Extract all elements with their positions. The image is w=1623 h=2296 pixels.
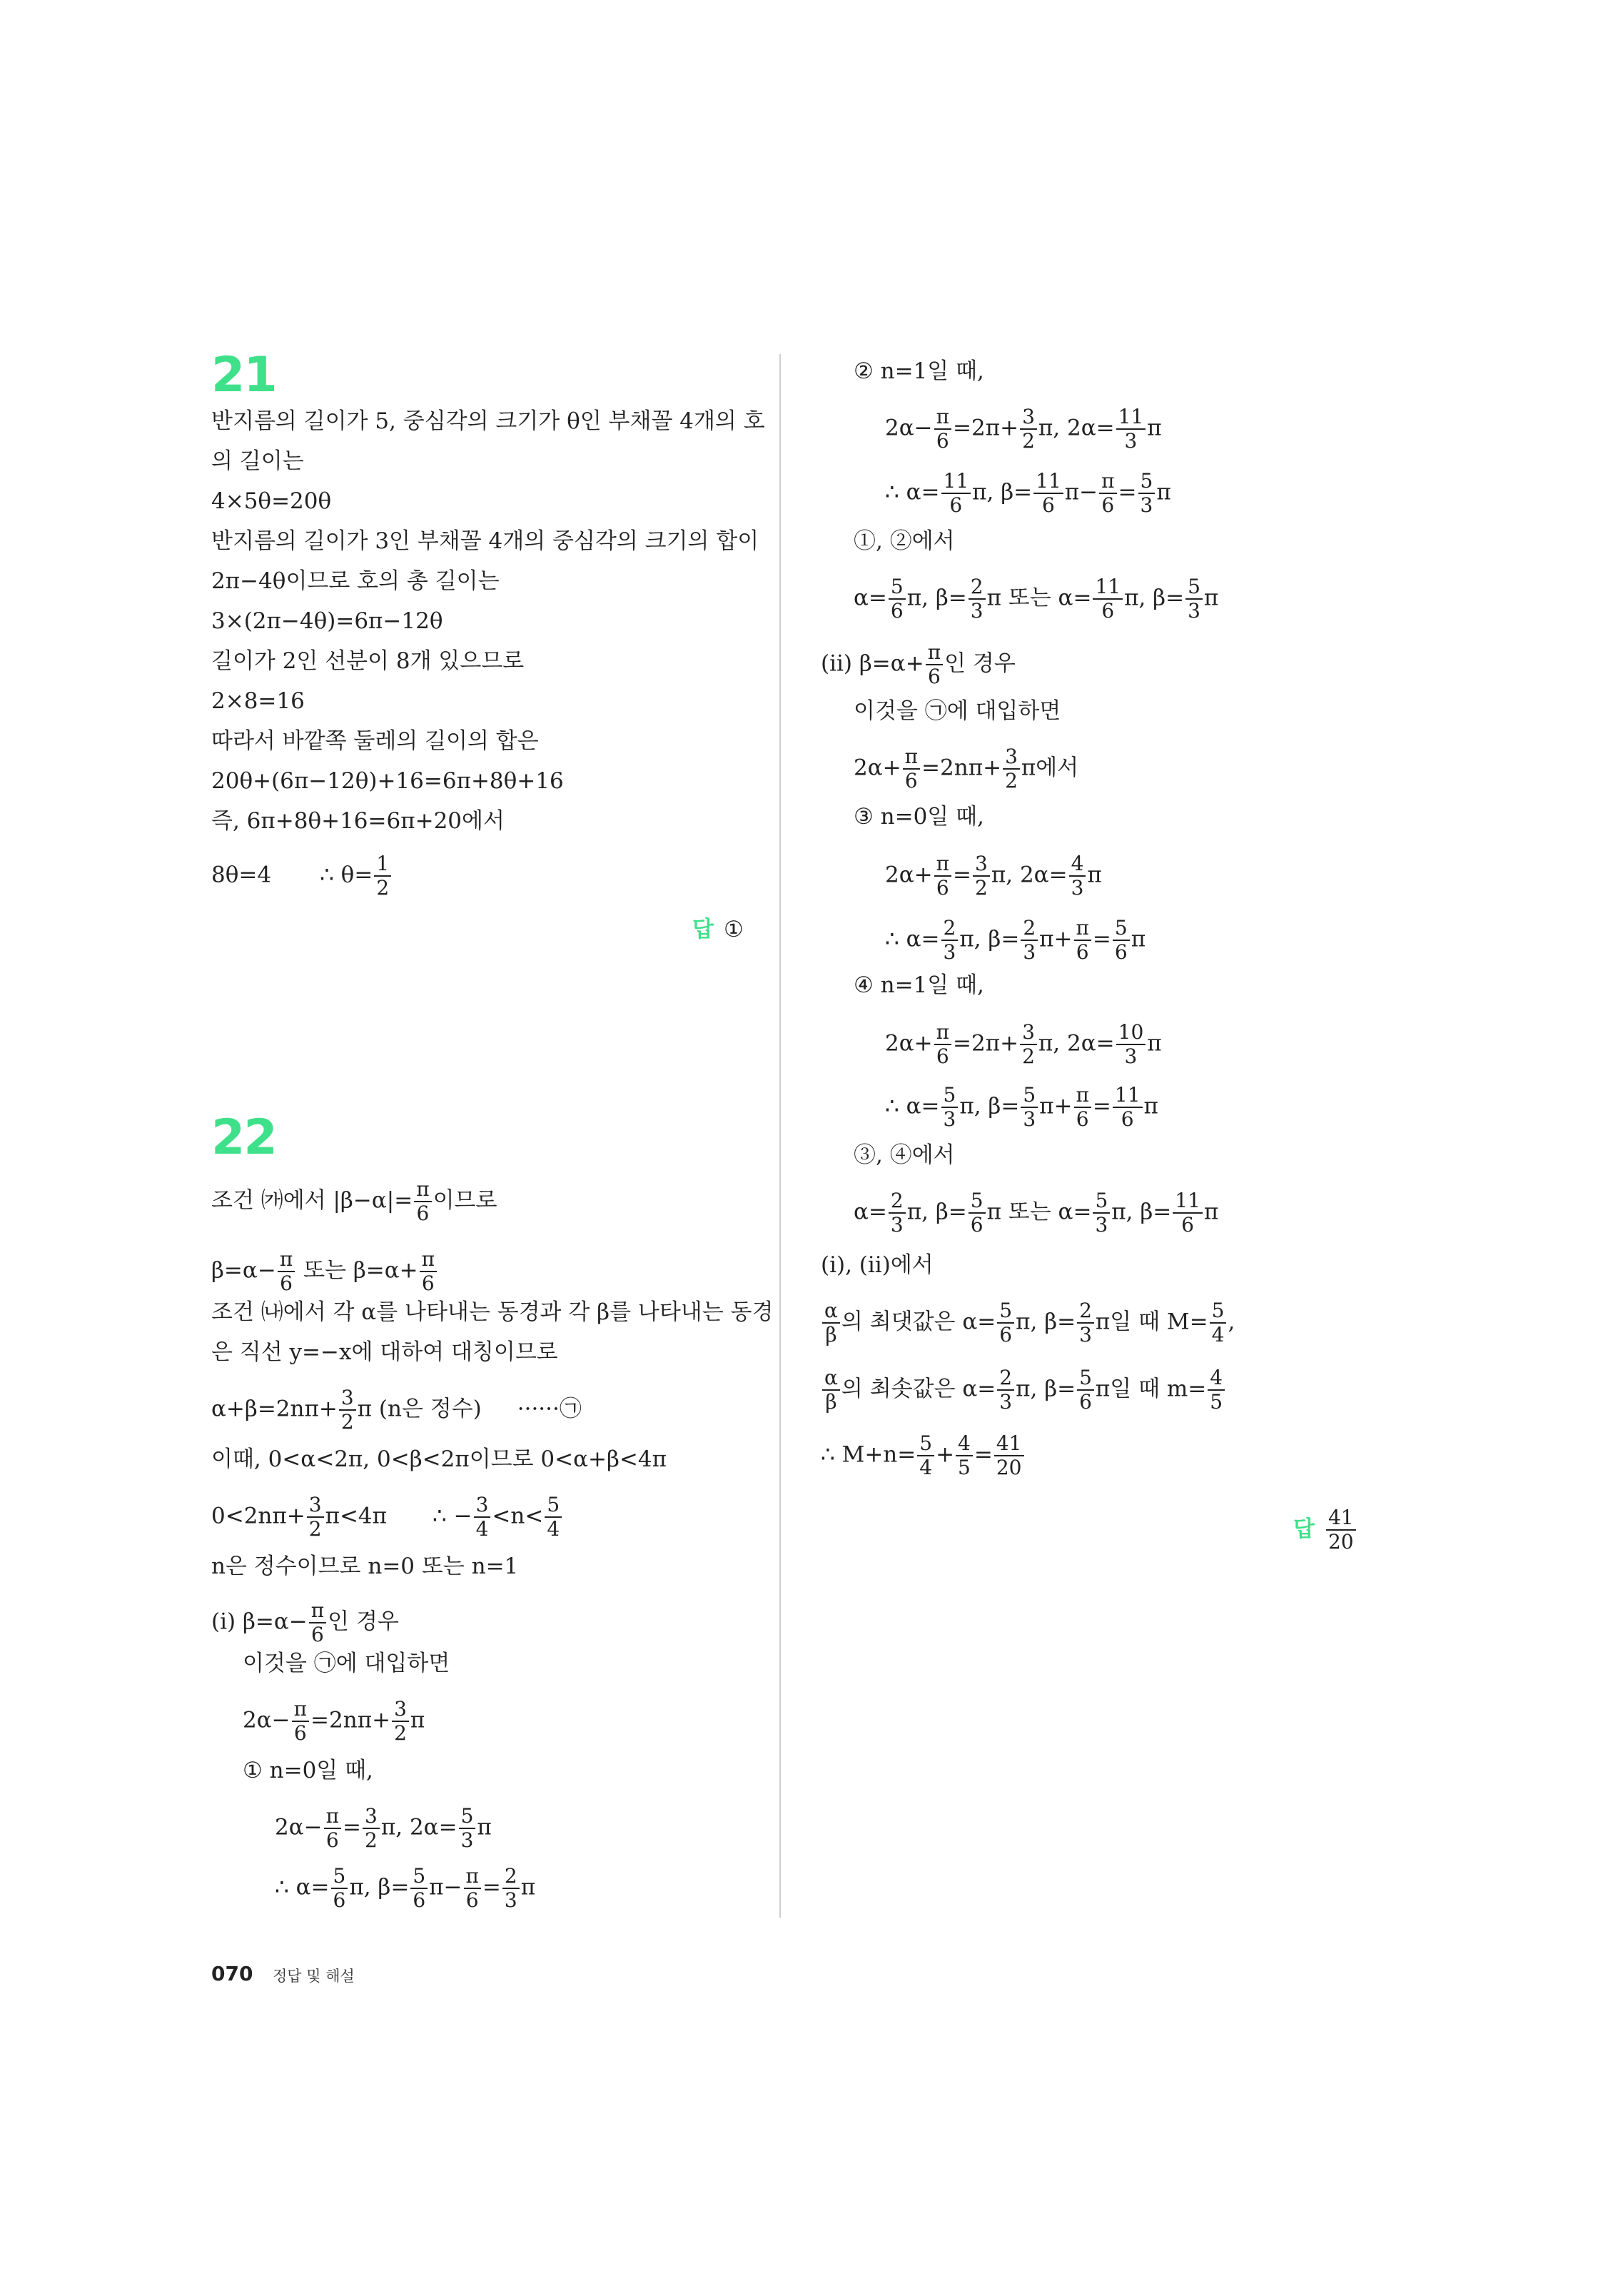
fraction: $\frac{10}{3}$ [1116,1022,1146,1067]
fraction: $\frac{\pi}{6}$ [309,1601,326,1645]
p22-line: ∴ α= $\frac{5}{6}$ π, β= $\frac{5}{6}$ π− $\frac{\pi}{6}$ = $\frac{2}{3}$ π [275,1864,536,1912]
fraction: $\frac{\pi}{6}$ [292,1699,309,1743]
fraction: $\frac{2}{3}$ [889,1191,906,1235]
fraction: $\frac{3}{2}$ [1020,407,1037,451]
fraction: $\frac{5}{6}$ [1077,1368,1094,1412]
p22-answer [1293,1508,1357,1552]
fraction: $\frac{5}{4}$ [545,1495,562,1539]
fraction: $\frac{\pi}{6}$ [324,1806,341,1851]
p22-line: ∴ α= $\frac{11}{6}$ π, β= $\frac{11}{6}$ π− $\frac{\pi}{6}$ = $\frac{5}{3}$ π [885,469,1171,517]
fraction: $\frac{5}{3}$ [1185,577,1203,621]
fraction: $\frac{5}{3}$ [1093,1191,1110,1235]
fraction: $\frac{4}{3}$ [1069,854,1086,898]
answer-label: 답 [1293,1516,1315,1542]
p21-line: 즉, 6π+8θ+16=6π+20에서 [211,808,505,834]
fraction: $\frac{5}{6}$ [889,577,906,621]
fraction: $\frac{5}{6}$ [331,1866,348,1910]
fraction: $\frac{\pi}{6}$ [934,854,951,898]
fraction: $\frac{\pi}{6}$ [934,1022,951,1067]
answer-label: 답 [692,917,714,942]
fraction: $\frac{\alpha}{\beta}$ [822,1368,840,1412]
fraction: $\frac{5}{4}$ [917,1434,934,1478]
fraction: $\frac{3}{2}$ [363,1806,380,1851]
fraction: $\frac{\pi}{6}$ [926,643,943,687]
p22-line: 이것을 ㉠에 대입하면 [243,1651,450,1676]
p22-line: α+β=2nπ+ $\frac{3}{2}$ π (n은 정수) ······㉠ [211,1386,582,1434]
fraction: $\frac{2}{3}$ [1077,1301,1094,1345]
fraction: $\frac{5}{3}$ [1021,1085,1038,1129]
p22-line: ③ n=0일 때, [854,804,984,830]
fraction: $\frac{2}{3}$ [997,1368,1014,1412]
p22-line: 2α+ $\frac{\pi}{6}$ = $\frac{3}{2}$ π, 2α= $\frac{4}{3}$ π [885,852,1102,900]
fraction: $\frac{4}{5}$ [1208,1368,1225,1412]
problem-number-22: 22 [211,1109,276,1166]
fraction: $\frac{2}{3}$ [1021,918,1038,962]
p21-line: 8θ=4 ∴ θ= $\frac{1}{2}$ [211,854,393,898]
p22-line: (ⅱ) β=α+ $\frac{\pi}{6}$ 인 경우 [821,640,1016,688]
fraction: $\frac{11}{3}$ [1116,407,1146,451]
p22-line: 2α− $\frac{\pi}{6}$ = $\frac{3}{2}$ π, 2α= $\frac{5}{3}$ π [275,1804,492,1852]
p22-line: ∴ α= $\frac{2}{3}$ π, β= $\frac{2}{3}$ π+ $\frac{\pi}{6}$ = $\frac{5}{6}$ π [885,916,1146,964]
p22-line: α= $\frac{5}{6}$ π, β= $\frac{2}{3}$ π 또는 α= $\frac{11}{6}$ π, β= $\frac{5}{3}$ π [854,575,1219,623]
p22-line: 은 직선 y=−x에 대하여 대칭이므로 [211,1339,558,1365]
fraction: $\frac{5}{3}$ [459,1806,476,1851]
fraction: $\frac{1}{2}$ [374,854,391,898]
p22-line: 2α+ $\frac{\pi}{6}$ =2π+ $\frac{3}{2}$ π, 2α= $\frac{10}{3}$ π [885,1020,1162,1068]
fraction: $\frac{5}{6}$ [410,1866,428,1910]
fraction: $\frac{5}{3}$ [1138,471,1156,515]
fraction: $\frac{\alpha}{\beta}$ [822,1301,840,1345]
p22-line: ∴ M+n= $\frac{5}{4}$ + $\frac{4}{5}$ = $\frac{41}{20}$ [821,1434,1026,1478]
p22-line: 2α− $\frac{\pi}{6}$ =2π+ $\frac{3}{2}$ π, 2α= $\frac{11}{3}$ π [885,405,1162,453]
fraction: $\frac{41}{20}$ [994,1434,1024,1478]
fraction: $\frac{3}{2}$ [339,1388,356,1432]
fraction: $\frac{3}{2}$ [1003,747,1020,791]
fraction: $\frac{11}{6}$ [941,471,971,515]
fraction: $\frac{\pi}{6}$ [420,1249,437,1294]
fraction: $\frac{5}{6}$ [997,1301,1014,1345]
p22-line: ② n=1일 때, [854,358,984,384]
p22-line: 조건 ㈎에서 |β−α|= $\frac{\pi}{6}$ 이므로 [211,1177,497,1225]
footer-label: 정답 및 해설 [273,1968,355,1985]
p21-line: 따라서 바깥쪽 둘레의 길이의 합은 [211,728,539,754]
fraction: $\frac{3}{2}$ [392,1699,409,1743]
p21-line: 2π−4θ이므로 호의 총 길이는 [211,568,500,594]
p22-line: 이때, 0<α<2π, 0<β<2π이므로 0<α+β<4π [211,1446,667,1472]
p22-line: $\frac{\alpha}{\beta}$ 의 최댓값은 α= $\frac{5}{6}$ π, β= $\frac{2}{3}$ π일 때 M= $\frac{5}{4}$ , [821,1301,1235,1345]
page-number: 070 [211,1962,253,1985]
fraction: $\frac{\pi}{6}$ [1074,1085,1091,1129]
p21-line: 의 길이는 [211,448,304,474]
p22-line: $\frac{\alpha}{\beta}$ 의 최솟값은 α= $\frac{2}{3}$ π, β= $\frac{5}{6}$ π일 때 m= $\frac{4}{5}$ [821,1368,1226,1412]
answer-value: $\frac{41}{20}$ [1326,1508,1356,1552]
p22-line: β=α− $\frac{\pi}{6}$ 또는 β=α+ $\frac{\pi}{6}$ [211,1249,438,1294]
p22-line: n은 정수이므로 n=0 또는 n=1 [211,1554,519,1579]
fraction: $\frac{2}{3}$ [941,918,959,962]
p21-line: 3×(2π−4θ)=6π−12θ [211,608,443,634]
p22-line: 2α− $\frac{\pi}{6}$ =2nπ+ $\frac{3}{2}$ π [243,1697,425,1745]
p22-line: ① n=0일 때, [243,1758,373,1783]
p22-line: ∴ α= $\frac{5}{3}$ π, β= $\frac{5}{3}$ π+ $\frac{\pi}{6}$ = $\frac{11}{6}$ π [885,1083,1158,1131]
p21-line: 길이가 2인 선분이 8개 있으므로 [211,648,525,674]
p22-line: (ⅰ), (ⅱ)에서 [821,1252,934,1278]
p22-line: 2α+ $\frac{\pi}{6}$ =2nπ+ $\frac{3}{2}$ π에서 [854,745,1079,792]
fraction: $\frac{2}{3}$ [969,577,986,621]
fraction: $\frac{5}{6}$ [969,1191,986,1235]
fraction: $\frac{4}{5}$ [956,1434,973,1478]
fraction: $\frac{\pi}{6}$ [414,1179,431,1224]
fraction: $\frac{\pi}{6}$ [934,407,951,451]
p22-line: ①, ②에서 [854,528,955,554]
column-divider [779,354,781,1918]
fraction: $\frac{3}{2}$ [973,854,990,898]
p22-line: α= $\frac{2}{3}$ π, β= $\frac{5}{6}$ π 또는 α= $\frac{5}{3}$ π, β= $\frac{11}{6}$ π [854,1189,1219,1237]
fraction: $\frac{11}{6}$ [1173,1191,1203,1235]
p21-answer [692,915,744,944]
answer-value: ① [723,917,744,942]
p22-line: 0<2nπ+ $\frac{3}{2}$ π<4π ∴ − $\frac{3}{4}$ <n< $\frac{5}{4}$ [211,1495,563,1539]
p21-line: 반지름의 길이가 5, 중심각의 크기가 θ인 부채꼴 4개의 호 [211,408,765,434]
p22-line: 이것을 ㉠에 대입하면 [854,698,1061,724]
fraction: $\frac{3}{4}$ [474,1495,491,1539]
p21-line: 2×8=16 [211,688,305,714]
fraction: $\frac{11}{6}$ [1033,471,1063,515]
fraction: $\frac{\pi}{6}$ [278,1249,295,1294]
fraction: $\frac{\pi}{6}$ [1074,918,1091,962]
fraction: $\frac{\pi}{6}$ [1099,471,1116,515]
p21-line: 20θ+(6π−12θ)+16=6π+8θ+16 [211,768,564,794]
p22-line: ④ n=1일 때, [854,972,984,998]
p21-line: 반지름의 길이가 3인 부채꼴 4개의 중심각의 크기의 합이 [211,528,759,554]
fraction: $\frac{\pi}{6}$ [903,747,920,791]
p21-line: 4×5θ=20θ [211,488,332,514]
fraction: $\frac{2}{3}$ [502,1866,520,1910]
fraction: $\frac{5}{6}$ [1113,918,1130,962]
problem-number-21: 21 [211,347,276,403]
p22-line: (ⅰ) β=α− $\frac{\pi}{6}$ 인 경우 [211,1598,399,1646]
fraction: $\frac{5}{3}$ [941,1085,959,1129]
fraction: $\frac{3}{2}$ [307,1495,324,1539]
fraction: $\frac{11}{6}$ [1113,1085,1143,1129]
fraction: $\frac{11}{6}$ [1093,577,1123,621]
fraction: $\frac{3}{2}$ [1020,1022,1037,1067]
p22-line: 조건 ㈏에서 각 α를 나타내는 동경과 각 β를 나타내는 동경 [211,1299,774,1325]
fraction: $\frac{5}{4}$ [1210,1301,1227,1345]
p22-line: ③, ④에서 [854,1142,955,1168]
fraction: $\frac{\pi}{6}$ [464,1866,481,1910]
